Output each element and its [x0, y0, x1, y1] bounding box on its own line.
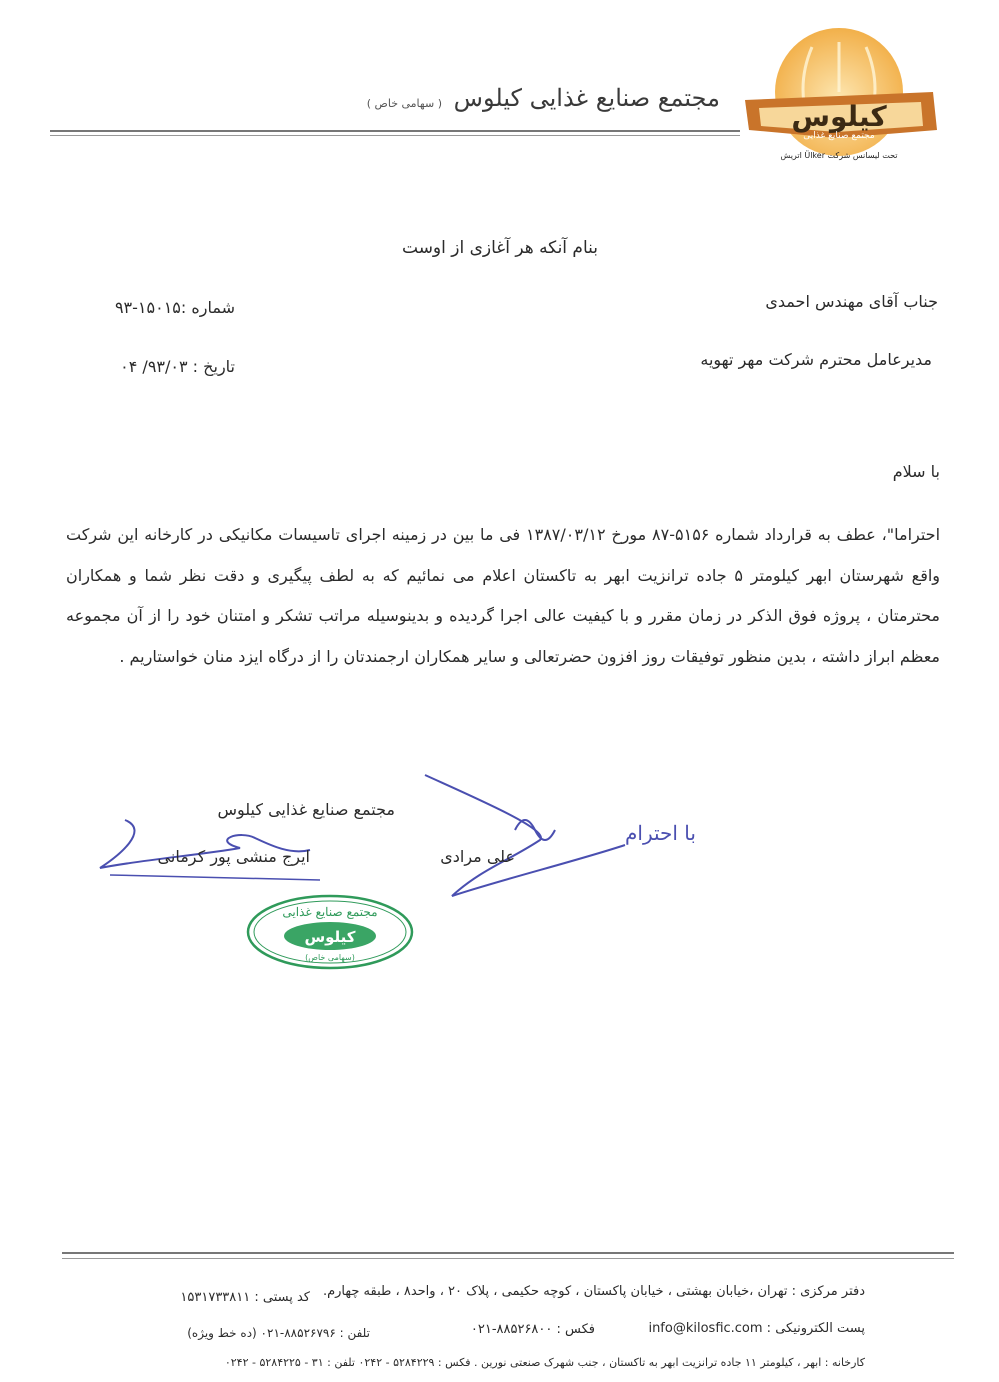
- letter-number: شماره :۱۵۰۱۵-۹۳: [114, 298, 235, 317]
- footer-email: پست الکترونیکی : info@kilosfic.com: [648, 1321, 865, 1336]
- invocation: بنام آنکه هر آغازی از اوست: [402, 238, 598, 258]
- company-type: ( سهامی خاص ): [366, 97, 442, 110]
- company-name: مجتمع صنایع غذایی کیلوس: [453, 84, 720, 112]
- signature-area: [80, 760, 696, 990]
- greeting: با سلام: [892, 462, 940, 481]
- signature-company: مجتمع صنایع غذایی کیلوس: [217, 800, 395, 819]
- logo-subtitle: مجتمع صنایع غذایی: [803, 131, 875, 141]
- recipient-name: جناب آقای مهندس احمدی: [765, 292, 938, 311]
- header-divider-thin: [50, 135, 740, 136]
- company-stamp: [248, 896, 412, 968]
- footer-postal-code: کد پستی : ۱۵۳۱۷۳۳۸۱۱: [180, 1290, 310, 1305]
- logo-brand-text: کیلوس: [791, 100, 887, 133]
- stamp-center-text: کیلوس: [304, 928, 356, 946]
- signatory-left-name: ایرج منشی پور کرمانی: [157, 847, 310, 866]
- signature-left-underline: [110, 875, 320, 880]
- signature-right-scribble: [425, 775, 625, 896]
- stamp-bottom-text: (سهامی خاص): [305, 953, 355, 962]
- logo-license: تحت لیسانس شرکت Ülker اتریش: [780, 151, 898, 160]
- signature-right-loop: [515, 820, 555, 840]
- footer-office-address: دفتر مرکزی : تهران ،خیابان بهشتی ، خیابان پاکستان ، کوچه حکیمی ، پلاک ۲۰ ، واحد۸ ، طبقه چهارم.: [322, 1284, 865, 1299]
- footer-fax: فکس : ۸۸۵۲۶۸۰۰-۰۲۱: [470, 1322, 595, 1337]
- recipient-title: مدیرعامل محترم شرکت مهر تهویه: [700, 350, 932, 369]
- footer-phone: تلفن : ۸۸۵۲۶۷۹۶-۰۲۱ (ده خط ویژه): [187, 1326, 370, 1340]
- handwritten-note: با احترام: [625, 821, 696, 845]
- footer-factory-address: کارخانه : ابهر ، کیلومتر ۱۱ جاده ترانزیت ابهر به تاکستان ، جنب شهرک صنعتی نورین . فکس : ۵۲۸۴۲۲۹ - ۰۲۴۲ تلفن : ۳۱ - ۵۲۸۴۲۲۵ - ۰۲۴۲: [224, 1356, 865, 1369]
- stamp-top-text: مجتمع صنایع غذایی: [282, 905, 378, 919]
- header-divider: [50, 130, 740, 132]
- letter-date: تاریخ : ۹۳/۰۳/ ۰۴: [120, 357, 235, 376]
- footer-divider-thin: [62, 1258, 954, 1259]
- footer-divider: [62, 1252, 954, 1254]
- letter-body: احتراما"، عطف به قرارداد شماره ۵۱۵۶-۸۷ مورخ ۱۳۸۷/۰۳/۱۲ فی ما بین در زمینه اجرای تاسیسات مکانیکی در کارخانه این شرکت واقع شهرستان ابهر کیلومتر ۵ جاده ترانزیت ابهر به تاکستان اعلام می نمائیم که به لطف پیگیری و دقت نظر شما و همکاران محترمتان ، پروژه فوق الذکر در زمان مقرر و با کیفیت عالی اجرا گردیده و بدینوسیله مراتب تشکر و امتنان خود را از آن مجموعه معظم ابراز داشته ، بدین منظور توفیقات روز افزون حضرتعالی و سایر همکاران ارجمندتان را از درگاه ایزد منان خواستاریم .: [66, 525, 941, 666]
- signatory-right-name: علی مرادی: [440, 847, 515, 866]
- company-logo: [737, 22, 942, 172]
